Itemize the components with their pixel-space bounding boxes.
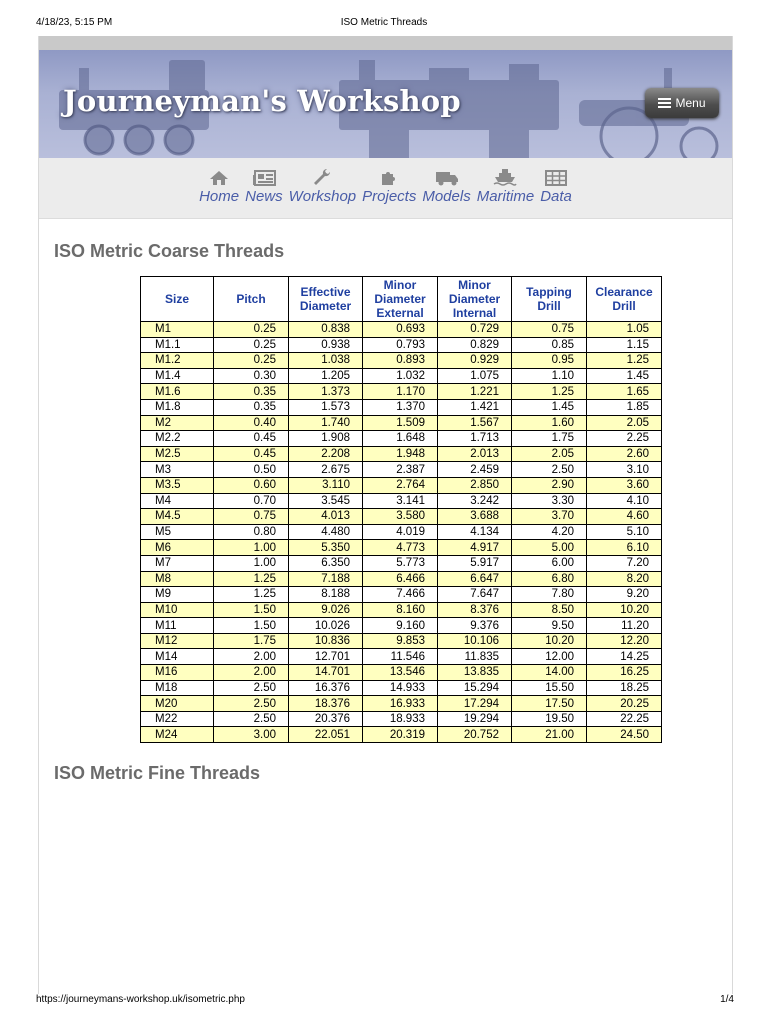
menu-button[interactable] bbox=[645, 88, 719, 118]
value-cell: 20.25 bbox=[587, 696, 662, 712]
value-cell: 10.106 bbox=[438, 633, 512, 649]
size-cell: M7 bbox=[141, 555, 214, 571]
value-cell: 1.032 bbox=[363, 368, 438, 384]
column-header-line: Minor bbox=[383, 278, 417, 292]
table-row bbox=[141, 415, 662, 431]
table-row bbox=[141, 431, 662, 447]
value-cell: 0.30 bbox=[214, 368, 289, 384]
ship-icon bbox=[493, 168, 517, 186]
value-cell: 1.509 bbox=[363, 415, 438, 431]
column-header-line: Pitch bbox=[236, 292, 266, 306]
table-row bbox=[141, 368, 662, 384]
size-cell: M1.6 bbox=[141, 384, 214, 400]
value-cell: 1.85 bbox=[587, 399, 662, 415]
value-cell: 0.893 bbox=[363, 353, 438, 369]
value-cell: 0.35 bbox=[214, 399, 289, 415]
value-cell: 0.793 bbox=[363, 337, 438, 353]
table-row bbox=[141, 509, 662, 525]
value-cell: 9.160 bbox=[363, 618, 438, 634]
nav-label: Data bbox=[540, 188, 572, 205]
value-cell: 11.835 bbox=[438, 649, 512, 665]
nav-item-news[interactable] bbox=[242, 158, 286, 218]
value-cell: 0.35 bbox=[214, 384, 289, 400]
value-cell: 5.00 bbox=[512, 540, 587, 556]
table-row bbox=[141, 727, 662, 743]
value-cell: 2.208 bbox=[289, 446, 363, 462]
value-cell: 8.188 bbox=[289, 587, 363, 603]
top-strip bbox=[39, 36, 732, 50]
value-cell: 2.50 bbox=[512, 462, 587, 478]
value-cell: 4.013 bbox=[289, 509, 363, 525]
column-header bbox=[141, 277, 214, 322]
value-cell: 3.00 bbox=[214, 727, 289, 743]
value-cell: 1.567 bbox=[438, 415, 512, 431]
value-cell: 6.00 bbox=[512, 555, 587, 571]
value-cell: 2.25 bbox=[587, 431, 662, 447]
value-cell: 14.25 bbox=[587, 649, 662, 665]
value-cell: 1.908 bbox=[289, 431, 363, 447]
value-cell: 3.10 bbox=[587, 462, 662, 478]
value-cell: 1.25 bbox=[587, 353, 662, 369]
value-cell: 20.376 bbox=[289, 711, 363, 727]
value-cell: 8.50 bbox=[512, 602, 587, 618]
value-cell: 1.05 bbox=[587, 322, 662, 338]
size-cell: M10 bbox=[141, 602, 214, 618]
table-row bbox=[141, 618, 662, 634]
value-cell: 1.00 bbox=[214, 540, 289, 556]
hamburger-icon bbox=[658, 98, 671, 108]
value-cell: 1.713 bbox=[438, 431, 512, 447]
table-body bbox=[141, 322, 662, 743]
table-row bbox=[141, 602, 662, 618]
value-cell: 0.45 bbox=[214, 431, 289, 447]
value-cell: 1.370 bbox=[363, 399, 438, 415]
value-cell: 3.110 bbox=[289, 477, 363, 493]
value-cell: 1.75 bbox=[214, 633, 289, 649]
column-header bbox=[438, 277, 512, 322]
column-header-line: Clearance bbox=[595, 285, 653, 299]
value-cell: 1.075 bbox=[438, 368, 512, 384]
value-cell: 11.20 bbox=[587, 618, 662, 634]
value-cell: 1.25 bbox=[214, 587, 289, 603]
value-cell: 5.773 bbox=[363, 555, 438, 571]
value-cell: 2.50 bbox=[214, 680, 289, 696]
column-header bbox=[512, 277, 587, 322]
value-cell: 3.545 bbox=[289, 493, 363, 509]
value-cell: 9.026 bbox=[289, 602, 363, 618]
size-cell: M1 bbox=[141, 322, 214, 338]
value-cell: 2.90 bbox=[512, 477, 587, 493]
column-header-line: Drill bbox=[537, 299, 561, 313]
nav-item-workshop[interactable] bbox=[286, 158, 360, 218]
value-cell: 0.929 bbox=[438, 353, 512, 369]
column-header-line: Diameter bbox=[299, 299, 352, 313]
column-header-line: Drill bbox=[612, 299, 636, 313]
size-cell: M20 bbox=[141, 696, 214, 712]
value-cell: 14.933 bbox=[363, 680, 438, 696]
value-cell: 16.25 bbox=[587, 665, 662, 681]
value-cell: 4.60 bbox=[587, 509, 662, 525]
value-cell: 1.740 bbox=[289, 415, 363, 431]
value-cell: 1.25 bbox=[512, 384, 587, 400]
size-cell: M5 bbox=[141, 524, 214, 540]
table-row bbox=[141, 711, 662, 727]
value-cell: 2.387 bbox=[363, 462, 438, 478]
nav-label: Models bbox=[422, 188, 471, 205]
value-cell: 0.75 bbox=[214, 509, 289, 525]
column-header-line: Internal bbox=[452, 306, 497, 320]
puzzle-icon bbox=[380, 168, 398, 186]
value-cell: 12.701 bbox=[289, 649, 363, 665]
value-cell: 1.038 bbox=[289, 353, 363, 369]
value-cell: 1.00 bbox=[214, 555, 289, 571]
column-header-line: Minor bbox=[458, 278, 491, 292]
value-cell: 6.647 bbox=[438, 571, 512, 587]
value-cell: 2.50 bbox=[214, 696, 289, 712]
column-header bbox=[289, 277, 363, 322]
menu-button-label: Menu bbox=[675, 96, 706, 110]
value-cell: 15.294 bbox=[438, 680, 512, 696]
size-cell: M1.2 bbox=[141, 353, 214, 369]
value-cell: 4.019 bbox=[363, 524, 438, 540]
value-cell: 0.693 bbox=[363, 322, 438, 338]
nav-item-maritime[interactable] bbox=[474, 158, 538, 218]
size-cell: M14 bbox=[141, 649, 214, 665]
value-cell: 3.688 bbox=[438, 509, 512, 525]
value-cell: 3.60 bbox=[587, 477, 662, 493]
column-header-line: Diameter bbox=[374, 292, 426, 306]
size-cell: M16 bbox=[141, 665, 214, 681]
table-row bbox=[141, 524, 662, 540]
value-cell: 0.85 bbox=[512, 337, 587, 353]
value-cell: 16.933 bbox=[363, 696, 438, 712]
value-cell: 9.50 bbox=[512, 618, 587, 634]
value-cell: 1.10 bbox=[512, 368, 587, 384]
value-cell: 1.50 bbox=[214, 618, 289, 634]
value-cell: 17.50 bbox=[512, 696, 587, 712]
value-cell: 1.45 bbox=[512, 399, 587, 415]
print-footer bbox=[0, 994, 768, 1024]
value-cell: 22.25 bbox=[587, 711, 662, 727]
table-row bbox=[141, 493, 662, 509]
size-cell: M8 bbox=[141, 571, 214, 587]
value-cell: 8.376 bbox=[438, 602, 512, 618]
value-cell: 1.648 bbox=[363, 431, 438, 447]
print-header bbox=[0, 0, 768, 36]
table-row bbox=[141, 555, 662, 571]
newspaper-icon bbox=[252, 170, 276, 186]
table-row bbox=[141, 477, 662, 493]
value-cell: 2.05 bbox=[512, 446, 587, 462]
print-url: https://journeymans-workshop.uk/isometric.php bbox=[36, 994, 245, 1005]
table-icon bbox=[545, 170, 567, 186]
nav-label: Projects bbox=[362, 188, 417, 205]
size-cell: M1.8 bbox=[141, 399, 214, 415]
value-cell: 0.25 bbox=[214, 353, 289, 369]
table-row bbox=[141, 680, 662, 696]
value-cell: 20.752 bbox=[438, 727, 512, 743]
value-cell: 1.50 bbox=[214, 602, 289, 618]
value-cell: 0.40 bbox=[214, 415, 289, 431]
value-cell: 6.466 bbox=[363, 571, 438, 587]
table-row bbox=[141, 399, 662, 415]
value-cell: 19.294 bbox=[438, 711, 512, 727]
value-cell: 2.60 bbox=[587, 446, 662, 462]
value-cell: 2.013 bbox=[438, 446, 512, 462]
size-cell: M3.5 bbox=[141, 477, 214, 493]
size-cell: M22 bbox=[141, 711, 214, 727]
value-cell: 0.75 bbox=[512, 322, 587, 338]
value-cell: 1.373 bbox=[289, 384, 363, 400]
value-cell: 5.350 bbox=[289, 540, 363, 556]
table-row bbox=[141, 571, 662, 587]
value-cell: 18.376 bbox=[289, 696, 363, 712]
value-cell: 1.75 bbox=[512, 431, 587, 447]
table-row bbox=[141, 384, 662, 400]
value-cell: 8.160 bbox=[363, 602, 438, 618]
value-cell: 1.60 bbox=[512, 415, 587, 431]
nav-label: Home bbox=[199, 188, 240, 205]
size-cell: M12 bbox=[141, 633, 214, 649]
value-cell: 16.376 bbox=[289, 680, 363, 696]
print-page-number: 1/4 bbox=[720, 994, 734, 1005]
value-cell: 14.701 bbox=[289, 665, 363, 681]
value-cell: 12.20 bbox=[587, 633, 662, 649]
value-cell: 5.10 bbox=[587, 524, 662, 540]
coarse-threads-table bbox=[140, 276, 662, 743]
value-cell: 14.00 bbox=[512, 665, 587, 681]
value-cell: 10.20 bbox=[512, 633, 587, 649]
value-cell: 1.948 bbox=[363, 446, 438, 462]
value-cell: 0.95 bbox=[512, 353, 587, 369]
table-row bbox=[141, 540, 662, 556]
column-header-line: Effective bbox=[300, 285, 351, 299]
value-cell: 9.853 bbox=[363, 633, 438, 649]
value-cell: 2.764 bbox=[363, 477, 438, 493]
nav-label: Workshop bbox=[288, 188, 357, 205]
size-cell: M1.4 bbox=[141, 368, 214, 384]
value-cell: 4.480 bbox=[289, 524, 363, 540]
table-row bbox=[141, 633, 662, 649]
value-cell: 3.30 bbox=[512, 493, 587, 509]
value-cell: 9.376 bbox=[438, 618, 512, 634]
value-cell: 7.188 bbox=[289, 571, 363, 587]
value-cell: 2.850 bbox=[438, 477, 512, 493]
table-row bbox=[141, 696, 662, 712]
value-cell: 20.319 bbox=[363, 727, 438, 743]
value-cell: 7.20 bbox=[587, 555, 662, 571]
value-cell: 3.580 bbox=[363, 509, 438, 525]
value-cell: 0.25 bbox=[214, 322, 289, 338]
nav-item-projects[interactable] bbox=[359, 158, 419, 218]
site-title[interactable]: Journeyman's Workshop bbox=[63, 84, 461, 118]
table-row bbox=[141, 337, 662, 353]
main-nav bbox=[39, 158, 732, 219]
table-row bbox=[141, 353, 662, 369]
value-cell: 4.10 bbox=[587, 493, 662, 509]
value-cell: 24.50 bbox=[587, 727, 662, 743]
value-cell: 6.80 bbox=[512, 571, 587, 587]
value-cell: 0.70 bbox=[214, 493, 289, 509]
value-cell: 0.829 bbox=[438, 337, 512, 353]
print-date: 4/18/23, 5:15 PM bbox=[36, 17, 113, 28]
value-cell: 1.221 bbox=[438, 384, 512, 400]
value-cell: 2.00 bbox=[214, 665, 289, 681]
value-cell: 4.773 bbox=[363, 540, 438, 556]
column-header bbox=[587, 277, 662, 322]
value-cell: 1.15 bbox=[587, 337, 662, 353]
column-header-line: Tapping bbox=[526, 285, 572, 299]
table-row bbox=[141, 322, 662, 338]
value-cell: 1.573 bbox=[289, 399, 363, 415]
value-cell: 0.729 bbox=[438, 322, 512, 338]
value-cell: 10.20 bbox=[587, 602, 662, 618]
size-cell: M18 bbox=[141, 680, 214, 696]
value-cell: 0.938 bbox=[289, 337, 363, 353]
value-cell: 3.141 bbox=[363, 493, 438, 509]
value-cell: 10.836 bbox=[289, 633, 363, 649]
value-cell: 9.20 bbox=[587, 587, 662, 603]
value-cell: 1.205 bbox=[289, 368, 363, 384]
nav-item-data[interactable] bbox=[537, 158, 575, 218]
value-cell: 1.421 bbox=[438, 399, 512, 415]
table-row bbox=[141, 665, 662, 681]
value-cell: 10.026 bbox=[289, 618, 363, 634]
value-cell: 1.45 bbox=[587, 368, 662, 384]
coarse-threads-heading: ISO Metric Coarse Threads bbox=[54, 241, 285, 261]
nav-item-home[interactable] bbox=[196, 158, 242, 218]
value-cell: 19.50 bbox=[512, 711, 587, 727]
column-header-line: External bbox=[376, 306, 424, 320]
value-cell: 2.50 bbox=[214, 711, 289, 727]
print-title: ISO Metric Threads bbox=[340, 17, 428, 28]
value-cell: 0.60 bbox=[214, 477, 289, 493]
home-icon bbox=[209, 170, 229, 186]
value-cell: 3.70 bbox=[512, 509, 587, 525]
value-cell: 15.50 bbox=[512, 680, 587, 696]
column-header bbox=[363, 277, 438, 322]
value-cell: 0.80 bbox=[214, 524, 289, 540]
value-cell: 0.50 bbox=[214, 462, 289, 478]
value-cell: 17.294 bbox=[438, 696, 512, 712]
nav-item-models[interactable] bbox=[419, 158, 473, 218]
wrench-icon bbox=[312, 168, 332, 186]
value-cell: 0.45 bbox=[214, 446, 289, 462]
fine-threads-heading: ISO Metric Fine Threads bbox=[54, 763, 261, 783]
value-cell: 21.00 bbox=[512, 727, 587, 743]
value-cell: 2.459 bbox=[438, 462, 512, 478]
value-cell: 4.134 bbox=[438, 524, 512, 540]
value-cell: 22.051 bbox=[289, 727, 363, 743]
value-cell: 7.647 bbox=[438, 587, 512, 603]
column-header bbox=[214, 277, 289, 322]
value-cell: 5.917 bbox=[438, 555, 512, 571]
value-cell: 6.350 bbox=[289, 555, 363, 571]
value-cell: 2.675 bbox=[289, 462, 363, 478]
size-cell: M3 bbox=[141, 462, 214, 478]
size-cell: M11 bbox=[141, 618, 214, 634]
value-cell: 18.933 bbox=[363, 711, 438, 727]
size-cell: M2.5 bbox=[141, 446, 214, 462]
value-cell: 13.546 bbox=[363, 665, 438, 681]
size-cell: M2 bbox=[141, 415, 214, 431]
value-cell: 2.00 bbox=[214, 649, 289, 665]
size-cell: M2.2 bbox=[141, 431, 214, 447]
value-cell: 7.80 bbox=[512, 587, 587, 603]
value-cell: 13.835 bbox=[438, 665, 512, 681]
value-cell: 3.242 bbox=[438, 493, 512, 509]
value-cell: 11.546 bbox=[363, 649, 438, 665]
table-header-row bbox=[141, 277, 662, 322]
value-cell: 7.466 bbox=[363, 587, 438, 603]
value-cell: 18.25 bbox=[587, 680, 662, 696]
table-row bbox=[141, 446, 662, 462]
size-cell: M24 bbox=[141, 727, 214, 743]
value-cell: 8.20 bbox=[587, 571, 662, 587]
value-cell: 0.25 bbox=[214, 337, 289, 353]
value-cell: 1.170 bbox=[363, 384, 438, 400]
table-row bbox=[141, 587, 662, 603]
site-banner bbox=[39, 50, 732, 158]
table-row bbox=[141, 462, 662, 478]
value-cell: 0.838 bbox=[289, 322, 363, 338]
size-cell: M1.1 bbox=[141, 337, 214, 353]
value-cell: 1.65 bbox=[587, 384, 662, 400]
size-cell: M6 bbox=[141, 540, 214, 556]
truck-icon bbox=[435, 170, 459, 186]
size-cell: M9 bbox=[141, 587, 214, 603]
value-cell: 1.25 bbox=[214, 571, 289, 587]
value-cell: 2.05 bbox=[587, 415, 662, 431]
value-cell: 4.20 bbox=[512, 524, 587, 540]
page-frame bbox=[38, 36, 733, 994]
value-cell: 12.00 bbox=[512, 649, 587, 665]
value-cell: 4.917 bbox=[438, 540, 512, 556]
nav-label: News bbox=[245, 188, 283, 205]
nav-label: Maritime bbox=[476, 188, 535, 205]
value-cell: 6.10 bbox=[587, 540, 662, 556]
column-header-line: Size bbox=[164, 292, 189, 306]
size-cell: M4 bbox=[141, 493, 214, 509]
column-header-line: Diameter bbox=[448, 292, 501, 306]
size-cell: M4.5 bbox=[141, 509, 214, 525]
table-row bbox=[141, 649, 662, 665]
